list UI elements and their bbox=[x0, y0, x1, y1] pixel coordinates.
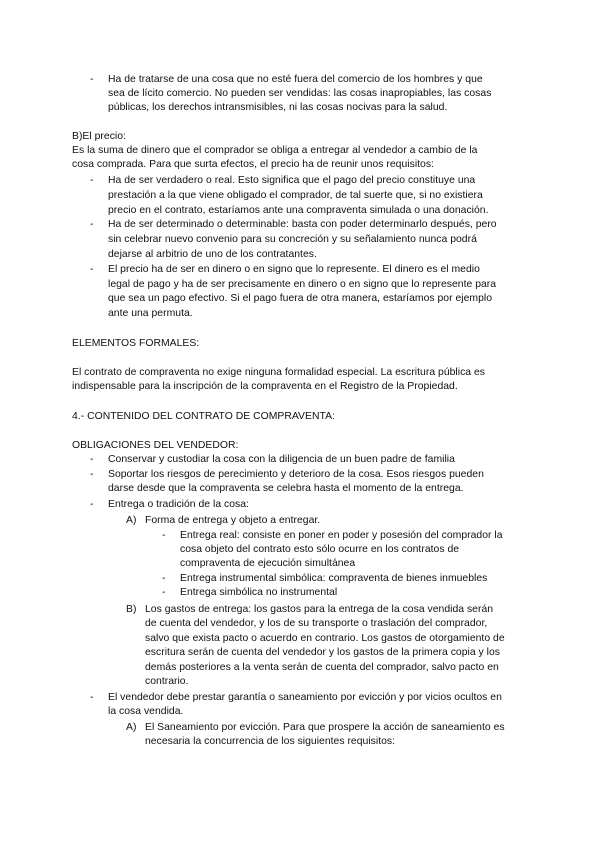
list-marker-b: B) bbox=[126, 604, 137, 615]
section-heading-contenido: 4.- CONTENIDO DEL CONTRATO DE COMPRAVENTA: bbox=[72, 411, 335, 422]
text-line: de cuenta del vendedor, y los de su transporte o traslación del comprador, bbox=[145, 618, 488, 629]
bullet-dash: - bbox=[90, 74, 94, 85]
text-line: compraventa de ejecución simultánea bbox=[180, 558, 356, 569]
list-marker-a: A) bbox=[126, 515, 137, 526]
text-line: prestación a la que viene obligado el comprador, de tal suerte que, si no existiera bbox=[108, 190, 483, 201]
text-line: la cosa vendida. bbox=[108, 706, 184, 717]
text-line: Conservar y custodiar la cosa con la diligencia de un buen padre de familia bbox=[108, 454, 455, 465]
bullet-dash: - bbox=[90, 264, 94, 275]
text-line: ante una permuta. bbox=[108, 308, 193, 319]
text-line: salvo que exista pacto o acuerdo en contrario. Los gastos de otorgamiento de bbox=[145, 633, 505, 644]
text-line: dejarse al arbitrio de uno de los contratantes. bbox=[108, 249, 317, 260]
bullet-dash: - bbox=[90, 219, 94, 230]
bullet-dash: - bbox=[162, 530, 166, 541]
text-line: sin celebrar nuevo convenio para su concreción y su señalamiento nunca podrá bbox=[108, 234, 477, 245]
text-line: darse desde que la compraventa se celebra hasta el momento de la entrega. bbox=[108, 483, 464, 494]
text-line: demás posteriores a la venta serán de cuenta del comprador, salvo pacto en bbox=[145, 662, 499, 673]
text-line: Entrega instrumental simbólica: compraventa de bienes inmuebles bbox=[180, 573, 488, 584]
text-line: Entrega simbólica no instrumental bbox=[180, 587, 338, 598]
text-line: sea de lícito comercio. No pueden ser vendidas: las cosas inapropiables, las cosas bbox=[108, 88, 492, 99]
bullet-dash: - bbox=[90, 469, 94, 480]
text-line: contrario. bbox=[145, 676, 189, 687]
text-line: Forma de entrega y objeto a entregar. bbox=[145, 515, 321, 526]
text-line: escritura serán de cuenta del vendedor y los gastos de la primera copia y los bbox=[145, 647, 501, 658]
text-line: Soportar los riesgos de perecimiento y deterioro de la cosa. Esos riesgos pueden bbox=[108, 469, 484, 480]
text-line: El precio ha de ser en dinero o en signo que lo represente. El dinero es el medio bbox=[108, 264, 480, 275]
text-line: cosa comprada. Para que surta efectos, el precio ha de reunir unos requisitos: bbox=[72, 159, 434, 170]
text-line: El Saneamiento por evicción. Para que prospere la acción de saneamiento es bbox=[145, 722, 505, 733]
text-line: Ha de tratarse de una cosa que no esté fuera del comercio de los hombres y que bbox=[108, 74, 483, 85]
text-line: precio en el contrato, estaríamos ante una compraventa simulada o una donación. bbox=[108, 205, 489, 216]
text-line: necesaria la concurrencia de los siguientes requisitos: bbox=[145, 736, 396, 747]
text-line: Entrega o tradición de la cosa: bbox=[108, 499, 249, 510]
bullet-dash: - bbox=[162, 587, 166, 598]
bullet-dash: - bbox=[90, 692, 94, 703]
section-heading-formales: ELEMENTOS FORMALES: bbox=[72, 338, 200, 349]
text-line: Ha de ser determinado o determinable: basta con poder determinarlo después, pero bbox=[108, 219, 497, 230]
list-marker-a: A) bbox=[126, 722, 137, 733]
text-line: El contrato de compraventa no exige ninguna formalidad especial. La escritura pública es bbox=[72, 367, 486, 378]
text-line: indispensable para la inscripción de la compraventa en el Registro de la Propiedad. bbox=[72, 381, 458, 392]
bullet-dash: - bbox=[90, 499, 94, 510]
text-line: que sea un pago efectivo. Si el pago fuera de otra manera, estaríamos por ejemplo bbox=[108, 293, 492, 304]
text-line: cosa objeto del contrato esto sólo ocurre en los contratos de bbox=[180, 544, 460, 555]
text-line: Ha de ser verdadero o real. Esto significa que el pago del precio constituye una bbox=[108, 175, 476, 186]
text-line: Los gastos de entrega: los gastos para la entrega de la cosa vendida serán bbox=[145, 604, 494, 615]
bullet-dash: - bbox=[90, 175, 94, 186]
text-line: Es la suma de dinero que el comprador se obliga a entregar al vendedor a cambio de la bbox=[72, 145, 478, 156]
text-line: El vendedor debe prestar garantía o saneamiento por evicción y por vicios ocultos en bbox=[108, 692, 502, 703]
section-heading-precio: B)El precio: bbox=[72, 131, 126, 142]
text-line: legal de pago y ha de ser precisamente en dinero o en signo que lo represente para bbox=[108, 279, 497, 290]
text-line: Entrega real: consiste en poner en poder y posesión del comprador la bbox=[180, 530, 503, 541]
bullet-dash: - bbox=[90, 454, 94, 465]
section-heading-obligaciones: OBLIGACIONES DEL VENDEDOR: bbox=[72, 440, 239, 451]
bullet-dash: - bbox=[162, 573, 166, 584]
text-line: públicas, los derechos intransmisibles, ni las cosas nocivas para la salud. bbox=[108, 102, 448, 113]
